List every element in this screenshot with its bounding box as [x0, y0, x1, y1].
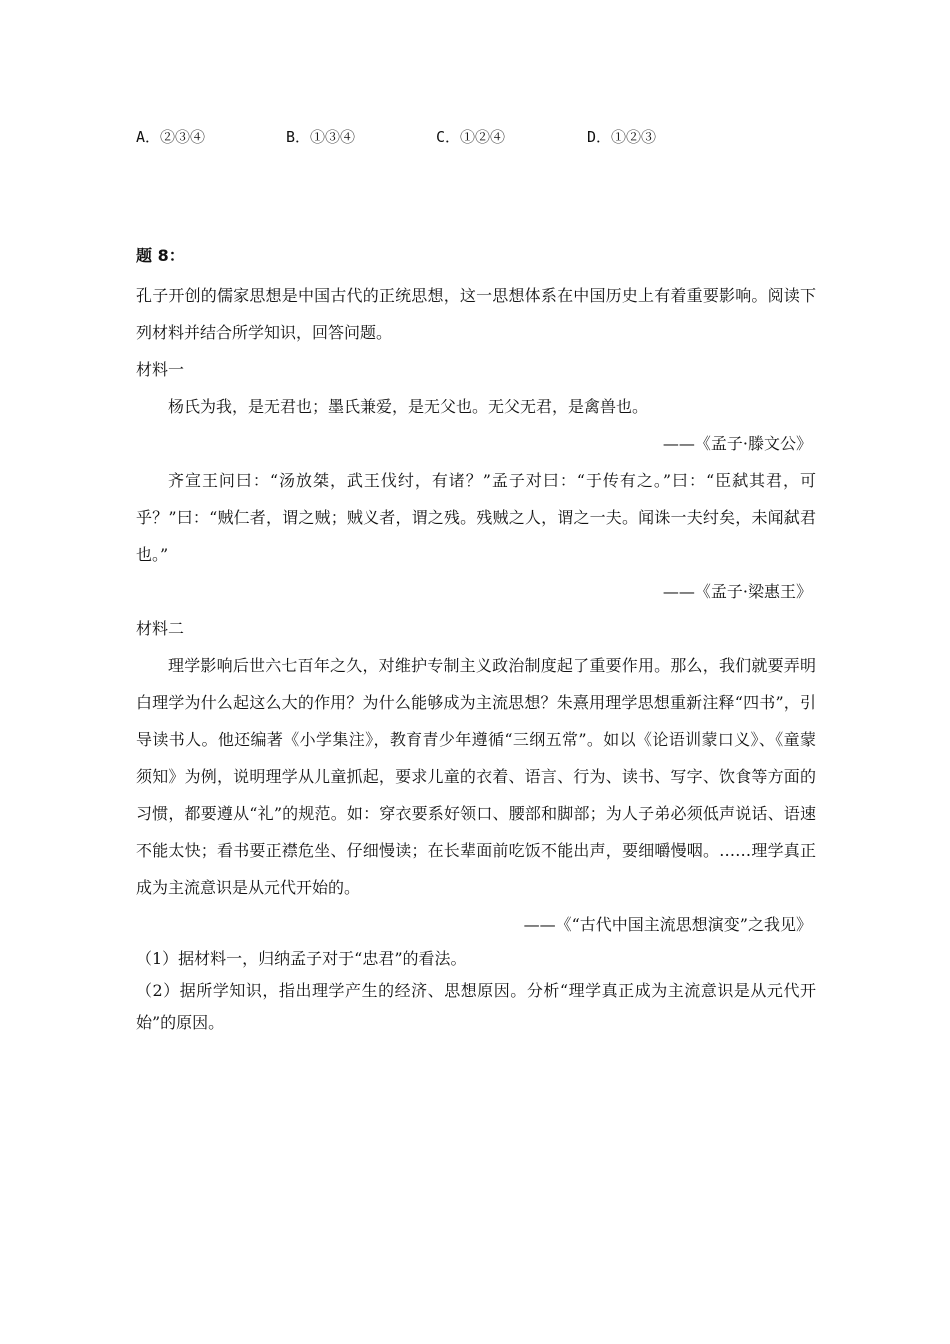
material-two-text: 理学影响后世六七百年之久，对维护专制主义政治制度起了重要作用。那么，我们就要弄明白理学为什么起这么大的作用？为什么能够成为主流思想？朱熹用理学思想重新注释“四书”，引导读书人。他还编著《小学集注》，教育青少年遵循“三纲五常”。如以《论语训蒙口义》、《童蒙须知》为例，说明理学从儿童抓起，要求儿童的衣着、语言、行为、读书、写字、饮食等方面的习惯，都要遵从“礼”的规范。如：穿衣要系好领口、腰部和脚部；为人子弟必须低声说话、语速不能太快；看书要正襟危坐、仔细慢读；在长辈面前吃饭不能出声，要细嚼慢咽。……理学真正成为主流意识是从元代开始的。	[136, 656, 816, 897]
question-block	[136, 244, 816, 1039]
sub-question-2: （2）据所学知识，指出理学产生的经济、思想原因。分析“理学真正成为主流意识是从元代开始”的原因。	[136, 981, 816, 1032]
material-one-text-2: 齐宣王问曰：“汤放桀，武王伐纣，有诸？”孟子对曰：“于传有之。”曰：“臣弑其君，可乎？”曰：“贼仁者，谓之贼；贼义者，谓之残。残贼之人，谓之一夫。闻诛一夫纣矣，未闻弑君也。”	[136, 471, 816, 564]
material-one-source-2: ——《孟子·梁惠王》	[662, 582, 812, 601]
option-c: C．①②④	[436, 128, 506, 146]
material-two-source: ——《“古代中国主流思想演变”之我见》	[523, 915, 812, 934]
material-two-label: 材料二	[136, 619, 185, 638]
material-one-label: 材料一	[136, 360, 185, 379]
answer-options	[136, 126, 816, 150]
question-intro: 孔子开创的儒家思想是中国古代的正统思想，这一思想体系在中国历史上有着重要影响。阅读下列材料并结合所学知识，回答问题。	[136, 286, 816, 342]
material-one-text-1: 杨氏为我，是无君也；墨氏兼爱，是无父也。无父无君，是禽兽也。	[168, 397, 649, 416]
option-a: A．②③④	[136, 128, 206, 146]
option-d: D．①②③	[587, 128, 657, 146]
sub-question-1: （1）据材料一，归纳孟子对于“忠君”的看法。	[136, 949, 467, 968]
option-b: B．①③④	[286, 128, 356, 146]
question-title: 题 8：	[136, 246, 185, 265]
material-one-source-1: ——《孟子·滕文公》	[662, 434, 812, 453]
